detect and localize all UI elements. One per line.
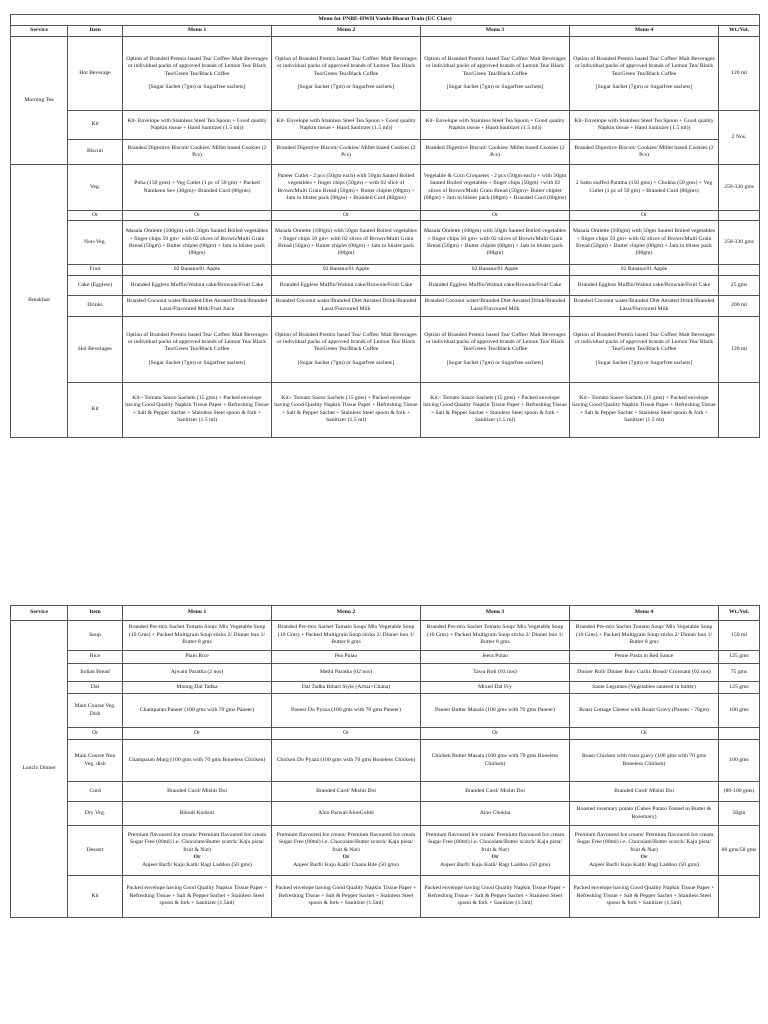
header-menu-2: Menu 2 [272, 26, 421, 37]
table-row [11, 826, 760, 876]
item-dessert: Dessert [68, 826, 123, 876]
header-menu-4: Menu 4 [570, 26, 719, 37]
item-main-course-veg: Main Course Veg. Dish [68, 694, 123, 728]
item-biscuit: Biscuit [68, 140, 123, 165]
cell-or: Or [272, 211, 421, 221]
cell-menu-3: Jeera Pulao [421, 651, 570, 664]
cell-or: Or [68, 728, 123, 740]
item-indian-bread: Indian Bread [68, 664, 123, 682]
cell-wt: 2 Nos. [719, 111, 760, 165]
cell-menu-1: Branded Digestive Biscuit/ Cookies/ Millet based Cookies (2 Pcs) [123, 140, 272, 165]
cell-menu-1: Branded Coconut water/Branded Diet Aerated Drink/Branded Lassi/Flavoured Milk/Fruit Juice [123, 295, 272, 316]
table-row [11, 728, 760, 740]
cell-menu-1: Bhindi Kurkuri [123, 802, 272, 826]
cell-menu-1: Kit- Envelope with Stainless Steel Tea Spoon + Good quality Napkin tissue + Hand Sanitizer (1.5 ml)) [123, 111, 272, 140]
cell-menu-2: Branded Eggless Muffin/Walnut cake/Brownie/Fruit Cake [272, 275, 421, 295]
cell-menu-3: Branded Coconut water/Branded Diet Aerated Drink/Branded Lassi/Flavoured Milk [421, 295, 570, 316]
item-hot-beverage: Hot Beverage [68, 37, 123, 111]
item-kit: Kit [68, 111, 123, 140]
header-service: Service [11, 26, 68, 37]
item-kit: Kit [68, 876, 123, 918]
table-row [11, 740, 760, 782]
cell-wt: 250-330 gms [719, 165, 760, 211]
cell-menu-4: Dinner Roll/ Dinner Bun/ Garlic Bread/ Croissant (02 nos) [570, 664, 719, 682]
item-cake: Cake (Eggless) [68, 275, 123, 295]
cell-menu-3: Masala Omlette (100gm) with 50gm Sauted Boiled vegetables + finger chips 50 gm+ with 02 slices of Brown/Multi Grain Bread (50gm) + Butter chiplet (08gm) + Jam in blister pack (08gm) [421, 221, 570, 265]
cell-menu-2: Paneer Cutlet - 2 pcs (50gm each) with 50gm Sauted Boiled vegetables + finger chips (50gm) + with 02 slice of Brown/Multi Grain Bread (50gm) + Butter chiplet (08gm) + Jam in blister pack (08gm) + Branded Curd (80gms) [272, 165, 421, 211]
cell-or: Or [421, 728, 570, 740]
cell-menu-3: Vegetable & Corn Croquetes - 2 pcs (50gm each) + with 50gm Sauted Boiled vegetables + finger chips (50gm) +with 02 slices of Brown/Multi Grain Bread (50gm)+ Butter chiplet (08gm) + Jam in blister pack (08gm) + Branded Curd (80gms) [421, 165, 570, 211]
cell-menu-4: Packed envelope having Good Quality Napkin Tissue Paper + Refreshing Tissue + Salt & Pepper Sachet + Stainless Steel spoon & fork + Sanitizer (1.5ml) [570, 876, 719, 918]
cell-wt: 120 ml [719, 316, 760, 382]
table-row [11, 382, 760, 437]
cell-menu-2: Branded Curd/ Mishti Doi [272, 782, 421, 802]
table-row [11, 275, 760, 295]
cell-menu-1: Moong Dal Tadka [123, 682, 272, 694]
cell-menu-3: Option of Branded Premix based Tea/ Coffee/ Malt Beverages or individual packs of approved brands of Lemon Tea/ Black Tea/Green Tea/Black Coffee [Sugar Sachet (7gm) or Sugarfree sachets] [421, 316, 570, 382]
cell-menu-4: Option of Branded Premix based Tea/ Coffee/ Malt Beverages or individual packs of approved brands of Lemon Tea/ Black Tea/Green Tea/Black Coffee [Sugar Sachet (7gm) or Sugarfree sachets] [570, 316, 719, 382]
item-non-veg: Non-Veg. [68, 221, 123, 265]
header-menu-1: Menu 1 [123, 26, 272, 37]
cell-wt: 100 gms [719, 694, 760, 728]
cell-menu-4: Branded Eggless Muffin/Walnut cake/Brownie/Fruit Cake [570, 275, 719, 295]
table-row [11, 621, 760, 651]
cell-menu-1: 02 Banana/01 Apple [123, 265, 272, 275]
item-dal: Dal [68, 682, 123, 694]
menu-table-breakfast [10, 14, 760, 438]
cell-menu-4: 2 Sattu stuffed Paratha (150 gms) + Chokha (50 gms) + Veg Cutlet (1 pc of 50 gm) + Branded Curd (80gms) [570, 165, 719, 211]
cell-menu-4: Kit:- Tomato Sauce Sachets (15 gms) + Packed envelope having Good Quality Napkin Tissue Paper + Refreshing Tissue + Salt & Pepper Sachet + Stainless Steel spoon & fork + Sanitizer (1.5 ml) [570, 382, 719, 437]
header-menu-3: Menu 3 [421, 26, 570, 37]
table-row [11, 802, 760, 826]
cell-menu-3: Chicken Butter Masala (100 gms with 70 gms Boneless Chicken) [421, 740, 570, 782]
cell-menu-2: Kit:- Tomato Sauce Sachets (15 gms) + Packed envelope having Good Quality Napkin Tissue Paper + Refreshing Tissue + Salt & Pepper Sachet + Stainless Steel spoon & fork + Sanitizer (1.5 ml) [272, 382, 421, 437]
table-row [11, 694, 760, 728]
cell-menu-3: 02 Banana/01 Apple [421, 265, 570, 275]
cell-menu-4: Branded Curd/ Mishti Doi [570, 782, 719, 802]
cell-menu-2: Branded Pre-mix Sachet Tomato Soup/ Mix Vegetable Soup (10 Gms) + Packed Multigrain Soup sticks 2/ Dinner bun 1/ Butter 8 gms [272, 621, 421, 651]
service-morning-tea: Morning Tea [11, 37, 68, 165]
header-menu-4: Menu 4 [570, 606, 719, 621]
cell-menu-4: Roasted rosemary potato (Cubes Potato Tossed in Butter & Rosemary) [570, 802, 719, 826]
table-row [11, 37, 760, 111]
item-soup: Soup [68, 621, 123, 651]
cell-menu-1: Packed envelope having Good Quality Napkin Tissue Paper + Refreshing Tissue + Salt & Pepper Sachet + Stainless Steel spoon & fork + Sanitizer (1.5ml) [123, 876, 272, 918]
cell-menu-4: Saute Legumes (Vegetables sauteed in butter) [570, 682, 719, 694]
cell-menu-1: Branded Pre-mix Sachet Tomato Soup/ Mix Vegetable Soup (10 Gms) + Packed Multigrain Soup sticks 2/ Dinner bun 1/ Butter 8 gms [123, 621, 272, 651]
cell-menu-4: Branded Digestive Biscuit/ Cookies/ Millet based Cookies (2 Pcs) [570, 140, 719, 165]
cell-menu-3: Branded Eggless Muffin/Walnut cake/Brownie/Fruit Cake [421, 275, 570, 295]
table-row [11, 165, 760, 211]
cell-menu-1: Option of Branded Premix based Tea/ Coffee/ Malt Beverages or individual packs of approved brands of Lemon Tea/ Black Tea/Green Tea/Black Coffee [Sugar Sachet (7gm) or Sugarfree sachets] [123, 316, 272, 382]
cell-menu-4: Premium flavoured Ice cream/ Premium flavoured Ice cream Sugar Free (80ml) i.e. Chocolate/Butter scotch/ Kaju pista/ fruit & Nut) Or Anjeer Barfi/ Kaju Katli/ Ragi Laddoo (50 gms) [570, 826, 719, 876]
cell-menu-4: Kit- Envelope with Stainless Steel Tea Spoon + Good quality Napkin tissue + Hand Sanitizer (1.5 ml)) [570, 111, 719, 140]
cell-menu-2: Packed envelope having Good Quality Napkin Tissue Paper + Refreshing Tissue + Salt & Pepper Sachet + Stainless Steel spoon & fork + Sanitizer (1.5ml) [272, 876, 421, 918]
cell-menu-1: Branded Curd/ Mishti Doi [123, 782, 272, 802]
cell-or: Or [421, 211, 570, 221]
cell-menu-3: Paneer Butter Masala (100 gms with 70 gms Paneer) [421, 694, 570, 728]
cell-menu-4: Roast Chicken with roast gravy (100 gms with 70 gms Boneless Chicken) [570, 740, 719, 782]
cell-menu-2: Branded Digestive Biscuit/ Cookies/ Millet based Cookies (2 Pcs) [272, 140, 421, 165]
cell-menu-3: Branded Digestive Biscuit/ Cookies/ Millet based Cookies (2 Pcs) [421, 140, 570, 165]
cell-wt: 100 gms [719, 740, 760, 782]
cell-menu-1: Plain Rice [123, 651, 272, 664]
cell-menu-2: Methi Paratha (02 nos) [272, 664, 421, 682]
table-row [11, 682, 760, 694]
cell-menu-2: 02 Banana/01 Apple [272, 265, 421, 275]
cell-wt: 125 gms [719, 682, 760, 694]
table-row [11, 111, 760, 140]
table-row [11, 316, 760, 382]
cell-menu-2: Premium flavoured Ice cream/ Premium flavoured Ice cream Sugar Free (80ml) i.e. Chocolate/Butter scotch/ Kaju pista/ fruit & Nut) Or Anjeer Barfi/ Kaju Katli/ Chana Bite (50 gms) [272, 826, 421, 876]
cell-menu-2: Branded Coconut water/Branded Diet Aerated Drink/Branded Lassi/Flavoured Milk [272, 295, 421, 316]
cell-menu-1: Poha (150 gms) + Veg Cutlet (1 pc of 50 gm) + Packed Namkeen Sev (30gm)+ Branded Curd (80gms) [123, 165, 272, 211]
cell-wt: 150 ml [719, 621, 760, 651]
table-row [11, 140, 760, 165]
header-wt-vol: Wt./Vol. [719, 26, 760, 37]
item-rice: Rice [68, 651, 123, 664]
cell-menu-3: Tawa Roti (03 nos) [421, 664, 570, 682]
table-row [11, 211, 760, 221]
cell-menu-3: Option of Branded Premix based Tea/ Coffee/ Malt Beverages or individual packs of approved brands of Lemon Tea/ Black Tea/Green Tea/Black Coffee [Sugar Sachet (7gm) or Sugarfree sachets] [421, 37, 570, 111]
cell-wt: 200 ml [719, 295, 760, 316]
header-menu-2: Menu 2 [272, 606, 421, 621]
item-curd: Curd [68, 782, 123, 802]
header-item: Item [68, 26, 123, 37]
cell-menu-1: Champaran Paneer (100 gms with 70 gms Paneer) [123, 694, 272, 728]
cell-menu-2: Paneer Do Pyaza (100 gms with 70 gms Paneer) [272, 694, 421, 728]
cell-menu-2: Chicken Do Pyaza (100 gms with 70 gms Boneless Chicken) [272, 740, 421, 782]
item-kit: Kit [68, 382, 123, 437]
cell-wt: 125 gms [719, 651, 760, 664]
cell-menu-4: 02 Banana/01 Apple [570, 265, 719, 275]
item-drinks: Drinks [68, 295, 123, 316]
cell-menu-2: Dal Tadka Bihari Style (Arhar+Chana) [272, 682, 421, 694]
menu-table-lunch-dinner [10, 605, 760, 918]
cell-menu-4: Branded Coconut water/Branded Diet Aerated Drink/Branded Lassi/Flavoured Milk [570, 295, 719, 316]
header-menu-3: Menu 3 [421, 606, 570, 621]
cell-menu-2: Kit- Envelope with Stainless Steel Tea Spoon + Good quality Napkin tissue + Hand Sanitizer (1.5 ml)) [272, 111, 421, 140]
item-main-course-non-veg: Main Course Non Veg. dish [68, 740, 123, 782]
cell-menu-3: Mixed Dal Fry [421, 682, 570, 694]
service-breakfast: Breakfast [11, 165, 68, 438]
cell-menu-4: Penne Pasta in Red Sauce [570, 651, 719, 664]
cell-menu-2: Pea Pulao [272, 651, 421, 664]
cell-menu-4: Branded Pre-mix Sachet Tomato Soup/ Mix Vegetable Soup (10 Gms) + Packed Multigrain Soup sticks 2/ Dinner bun 1/ Butter 8 gms [570, 621, 719, 651]
cell-wt: 75 gms [719, 664, 760, 682]
cell-wt: (80-100 gms) [719, 782, 760, 802]
cell-menu-3: Packed envelope having Good Quality Napkin Tissue Paper + Refreshing Tissue + Salt & Pepper Sachet + Stainless Steel spoon & fork + Sanitizer (1.5ml) [421, 876, 570, 918]
item-fruit: Fruit [68, 265, 123, 275]
item-veg: Veg. [68, 165, 123, 211]
item-dry-veg: Dry Veg. [68, 802, 123, 826]
cell-or: Or [123, 728, 272, 740]
cell-menu-1: Premium flavoured Ice cream/ Premium flavoured Ice cream Sugar Free (80ml) i.e. Chocolate/Butter scotch/ Kaju pista/ fruit & Nut) Or Anjeer Barfi/ Kaju Katli/ Ragi Laddoo (50 gms) [123, 826, 272, 876]
table-row [11, 265, 760, 275]
cell-wt: 50gm [719, 802, 760, 826]
cell-menu-3: Kit- Envelope with Stainless Steel Tea Spoon + Good quality Napkin tissue + Hand Sanitizer (1.5 ml)) [421, 111, 570, 140]
header-wt-vol: Wt./Vol. [719, 606, 760, 621]
cell-menu-4: Roast Cottage Cheese with Roast Gravy (Paneer - 70gm) [570, 694, 719, 728]
cell-or: Or [123, 211, 272, 221]
cell-menu-3: Branded Curd/ Mishti Doi [421, 782, 570, 802]
cell-wt: 120 ml [719, 37, 760, 111]
table-row [11, 651, 760, 664]
cell-menu-3: Branded Pre-mix Sachet Tomato Soup/ Mix Vegetable Soup (10 Gms) + Packed Multigrain Soup sticks 2/ Dinner bun 1/ Butter 8 gms [421, 621, 570, 651]
table-row [11, 221, 760, 265]
cell-or: Or [570, 728, 719, 740]
cell-or: Or [272, 728, 421, 740]
cell-or: Or [68, 211, 123, 221]
cell-menu-4: Option of Branded Premix based Tea/ Coffee/ Malt Beverages or individual packs of approved brands of Lemon Tea/ Black Tea/Green Tea/Black Coffee [Sugar Sachet (7gm) or Sugarfree sachets] [570, 37, 719, 111]
table-row [11, 664, 760, 682]
menu-title: Menu for PNBE-HWH Vande Bharat Train (EC Class) [11, 15, 760, 26]
cell-menu-1: Champaran Murg (100 gms with 70 gms Boneless Chicken) [123, 740, 272, 782]
cell-menu-3: Kit:- Tomato Sauce Sachets (15 gms) + Packed envelope having Good Quality Napkin Tissue Paper + Refreshing Tissue + Salt & Pepper Sachet + Stainless Steel spoon & fork + Sanitizer (1.5 ml) [421, 382, 570, 437]
cell-menu-1: Masala Omlette (100gm) with 50gm Sauted Boiled vegetables + finger chips 50 gm+ with 02 slices of Brown/Multi Grain Bread (50gm) + Butter chiplet (08gm) + Jam in blister pack (08gm) [123, 221, 272, 265]
cell-menu-1: Kit:- Tomato Sauce Sachets (15 gms) + Packed envelope having Good Quality Napkin Tissue Paper + Refreshing Tissue + Salt & Pepper Sachet + Stainless Steel spoon & fork + Sanitizer (1.5 ml) [123, 382, 272, 437]
cell-menu-2: Option of Branded Premix based Tea/ Coffee/ Malt Beverages or individual packs of approved brands of Lemon Tea/ Black Tea/Green Tea/Black Coffee [Sugar Sachet (7gm) or Sugarfree sachets] [272, 316, 421, 382]
cell-menu-4: Masala Omlette (100gm) with 50gm Sauted Boiled vegetables + finger chips 50 gm+ with 02 slices of Brown/Multi Grain Bread (50gm) + Butter chiplet (08gm) + Jam in blister pack (08gm) [570, 221, 719, 265]
table-row [11, 876, 760, 918]
item-hot-beverages: Hot Beverages [68, 316, 123, 382]
header-service: Service [11, 606, 68, 621]
header-menu-1: Menu 1 [123, 606, 272, 621]
table-row [11, 782, 760, 802]
cell-menu-2: Option of Branded Premix based Tea/ Coffee/ Malt Beverages or individual packs of approved brands of Lemon Tea/ Black Tea/Green Tea/Black Coffee [Sugar Sachet (7gm) or Sugarfree sachets] [272, 37, 421, 111]
cell-wt: 25 gms [719, 275, 760, 295]
cell-wt: 80 gms/50 gms [719, 826, 760, 876]
cell-menu-2: Masala Omlette (100gm) with 50gm Sauted Boiled vegetables + finger chips 50 gm+ with 02 slices of Brown/Multi Grain Bread (50gm) + Butter chiplet (08gm) + Jam in blister pack (08gm) [272, 221, 421, 265]
cell-menu-3: Premium flavoured Ice cream/ Premium flavoured Ice cream Sugar Free (80ml) i.e. Chocolate/Butter scotch/ Kaju pista/ fruit & Nut) Or Anjeer Barfi/ Kaju Katli/ Ragi Laddoo (50 gms) [421, 826, 570, 876]
cell-or: Or [570, 211, 719, 221]
cell-menu-3: Aloo Chokha [421, 802, 570, 826]
cell-menu-1: Branded Eggless Muffin/Walnut cake/Brownie/Fruit Cake [123, 275, 272, 295]
table-row [11, 295, 760, 316]
cell-menu-1: Option of Branded Premix based Tea/ Coffee/ Malt Beverages or individual packs of approved brands of Lemon Tea/ Black Tea/Green Tea/Black Coffee [Sugar Sachet (7gm) or Sugarfree sachets] [123, 37, 272, 111]
service-lunch-dinner: Lunch/ Dinner [11, 621, 68, 918]
cell-menu-2: Aloo Parwal/AlooGobhi [272, 802, 421, 826]
header-item: Item [68, 606, 123, 621]
cell-wt: 250-330 gms [719, 221, 760, 265]
cell-menu-1: Ajwain Paratha (2 nos) [123, 664, 272, 682]
